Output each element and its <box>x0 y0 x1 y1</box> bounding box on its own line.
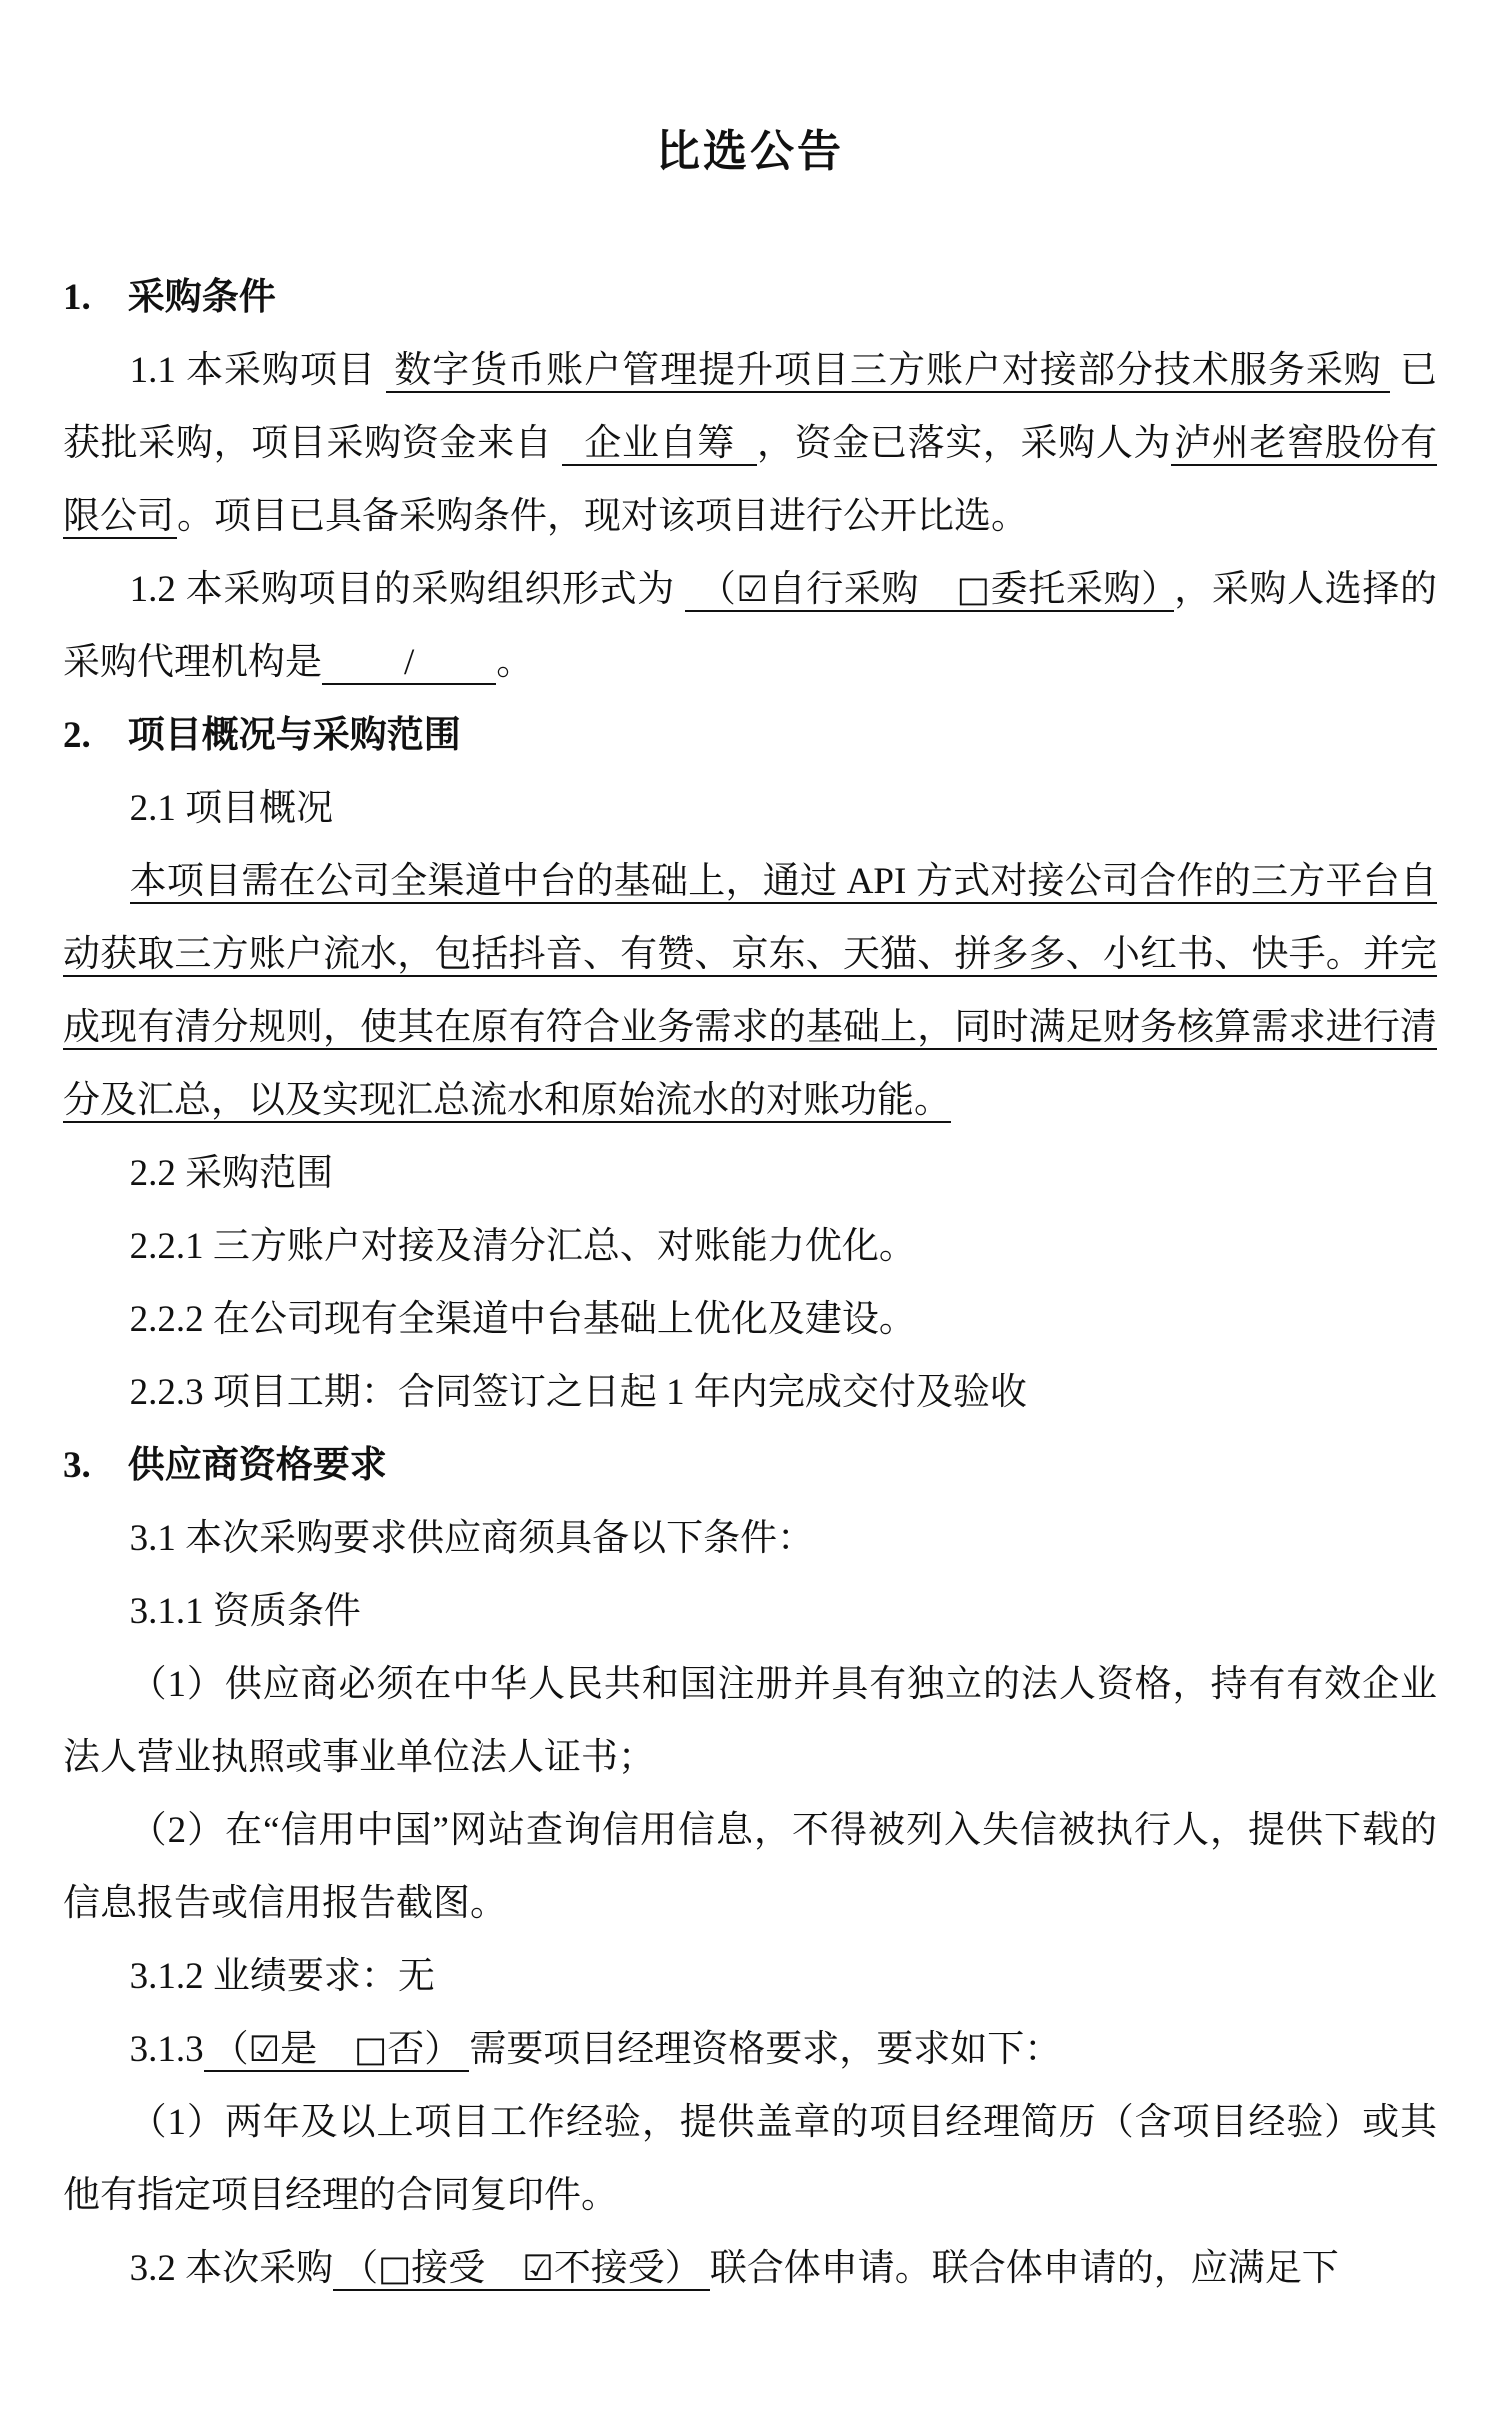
section-3-heading: 3. 供应商资格要求 <box>63 1445 387 1486</box>
pm-required-yes: 是 <box>280 2029 355 2070</box>
org-form-self: 自行采购 <box>767 569 957 610</box>
consortium-underline <box>333 2248 710 2291</box>
clause-3-2-text-2: 联合体申请。联合体申请的，应满足下 <box>709 2248 1339 2289</box>
clause-3-1-3-text-2: 需要项目经理资格要求，要求如下： <box>469 2029 1062 2070</box>
clause-3-1: 3.1 本次采购要求供应商须具备以下条件： <box>129 1518 815 1559</box>
checkbox-checked-icon: ☑ <box>522 2248 554 2289</box>
clause-3-1-1-heading: 3.1.1 资质条件 <box>129 1591 361 1632</box>
checkbox-unchecked-icon: □ <box>354 2029 388 2070</box>
clause-1-2-text-1: 1.2 本采购项目的采购组织形式为 <box>129 569 675 610</box>
clause-1-2 <box>63 553 1437 699</box>
pm-required-no: 否） <box>387 2029 462 2070</box>
section-1-heading: 1. 采购条件 <box>63 277 276 318</box>
clause-3-1-3-item-1: （1）两年及以上项目工作经验，提供盖章的项目经理简历（含项目经验）或其他有指定项目经理的合同复印件。 <box>63 2102 1437 2216</box>
consortium-accept: 接受 <box>411 2248 523 2289</box>
clause-3-1-3-text-1: 3.1.3 <box>129 2029 204 2070</box>
checkbox-checked-icon: ☑ <box>736 569 768 610</box>
clause-1-1-text-4: 。项目已具备采购条件，现对该项目进行公开比选。 <box>177 496 1028 537</box>
checkbox-unchecked-icon: □ <box>378 2248 412 2289</box>
checkbox-unchecked-icon: □ <box>956 569 991 610</box>
consortium-open: （ <box>341 2248 379 2289</box>
clause-2-1-body <box>63 845 1437 1137</box>
org-form-underline <box>685 569 1174 612</box>
clause-1-1-text-3: ，资金已落实，采购人为 <box>756 423 1172 464</box>
agency-blank-underline: / <box>322 642 496 685</box>
clause-2-2-2: 2.2.2 在公司现有全渠道中台基础上优化及建设。 <box>129 1299 916 1340</box>
pm-required-open: （ <box>211 2029 249 2070</box>
section-2-heading: 2. 项目概况与采购范围 <box>63 715 461 756</box>
checkbox-checked-icon: ☑ <box>248 2029 281 2070</box>
clause-3-2 <box>63 2232 1437 2305</box>
clause-1-2-text-2: ，采购人选择的采购代理机构是 <box>63 569 1438 683</box>
document-title: 比选公告 <box>656 127 844 176</box>
clause-3-2-text-1: 3.2 本次采购 <box>129 2248 334 2289</box>
org-form-delegate: 委托采购） <box>990 569 1161 610</box>
clause-3-1-1-item-2: （2）在“信用中国”网站查询信用信息，不得被列入失信被执行人，提供下载的信息报告或信用报告截图。 <box>63 1810 1437 1924</box>
clause-1-1-text-1: 1.1 本采购项目 <box>129 350 376 391</box>
clause-3-1-2: 3.1.2 业绩要求：无 <box>129 1956 435 1997</box>
clause-2-1-heading: 2.1 项目概况 <box>129 788 334 829</box>
project-overview-underline: 本项目需在公司全渠道中台的基础上，通过 API 方式对接公司合作的三方平台自动获取三方账户流水，包括抖音、有赞、京东、天猫、拼多多、小红书、快手。并完成现有清分规则，使其在原有符合业务需求的基础上，同时满足财务核算需求进行清分及汇总，以及实现汇总流水和原始流水的对账功能。 <box>63 861 1437 1121</box>
clause-1-1 <box>63 334 1437 553</box>
project-name-underline: 数字货币账户管理提升项目三方账户对接部分技术服务采购 <box>386 350 1390 393</box>
org-form-open: （ <box>698 569 737 610</box>
clause-2-2-1: 2.2.1 三方账户对接及清分汇总、对账能力优化。 <box>129 1226 916 1267</box>
pm-required-underline <box>204 2029 470 2072</box>
clause-1-1-text-2: 已获批采购，项目采购资金来自 <box>63 350 1438 464</box>
clause-2-2-heading: 2.2 采购范围 <box>129 1153 334 1194</box>
funding-source-underline: 企业自筹 <box>562 423 757 466</box>
consortium-reject: 不接受） <box>553 2248 702 2289</box>
clause-1-2-text-3: 。 <box>496 642 534 683</box>
purchaser-name-underline: 泸州老窖股份有限公司 <box>63 423 1438 537</box>
clause-2-2-3: 2.2.3 项目工期：合同签订之日起 1 年内完成交付及验收 <box>129 1372 1027 1413</box>
clause-3-1-3 <box>63 2013 1437 2086</box>
clause-3-1-1-item-1: （1）供应商必须在中华人民共和国注册并具有独立的法人资格，持有有效企业法人营业执照或事业单位法人证书； <box>63 1664 1437 1778</box>
